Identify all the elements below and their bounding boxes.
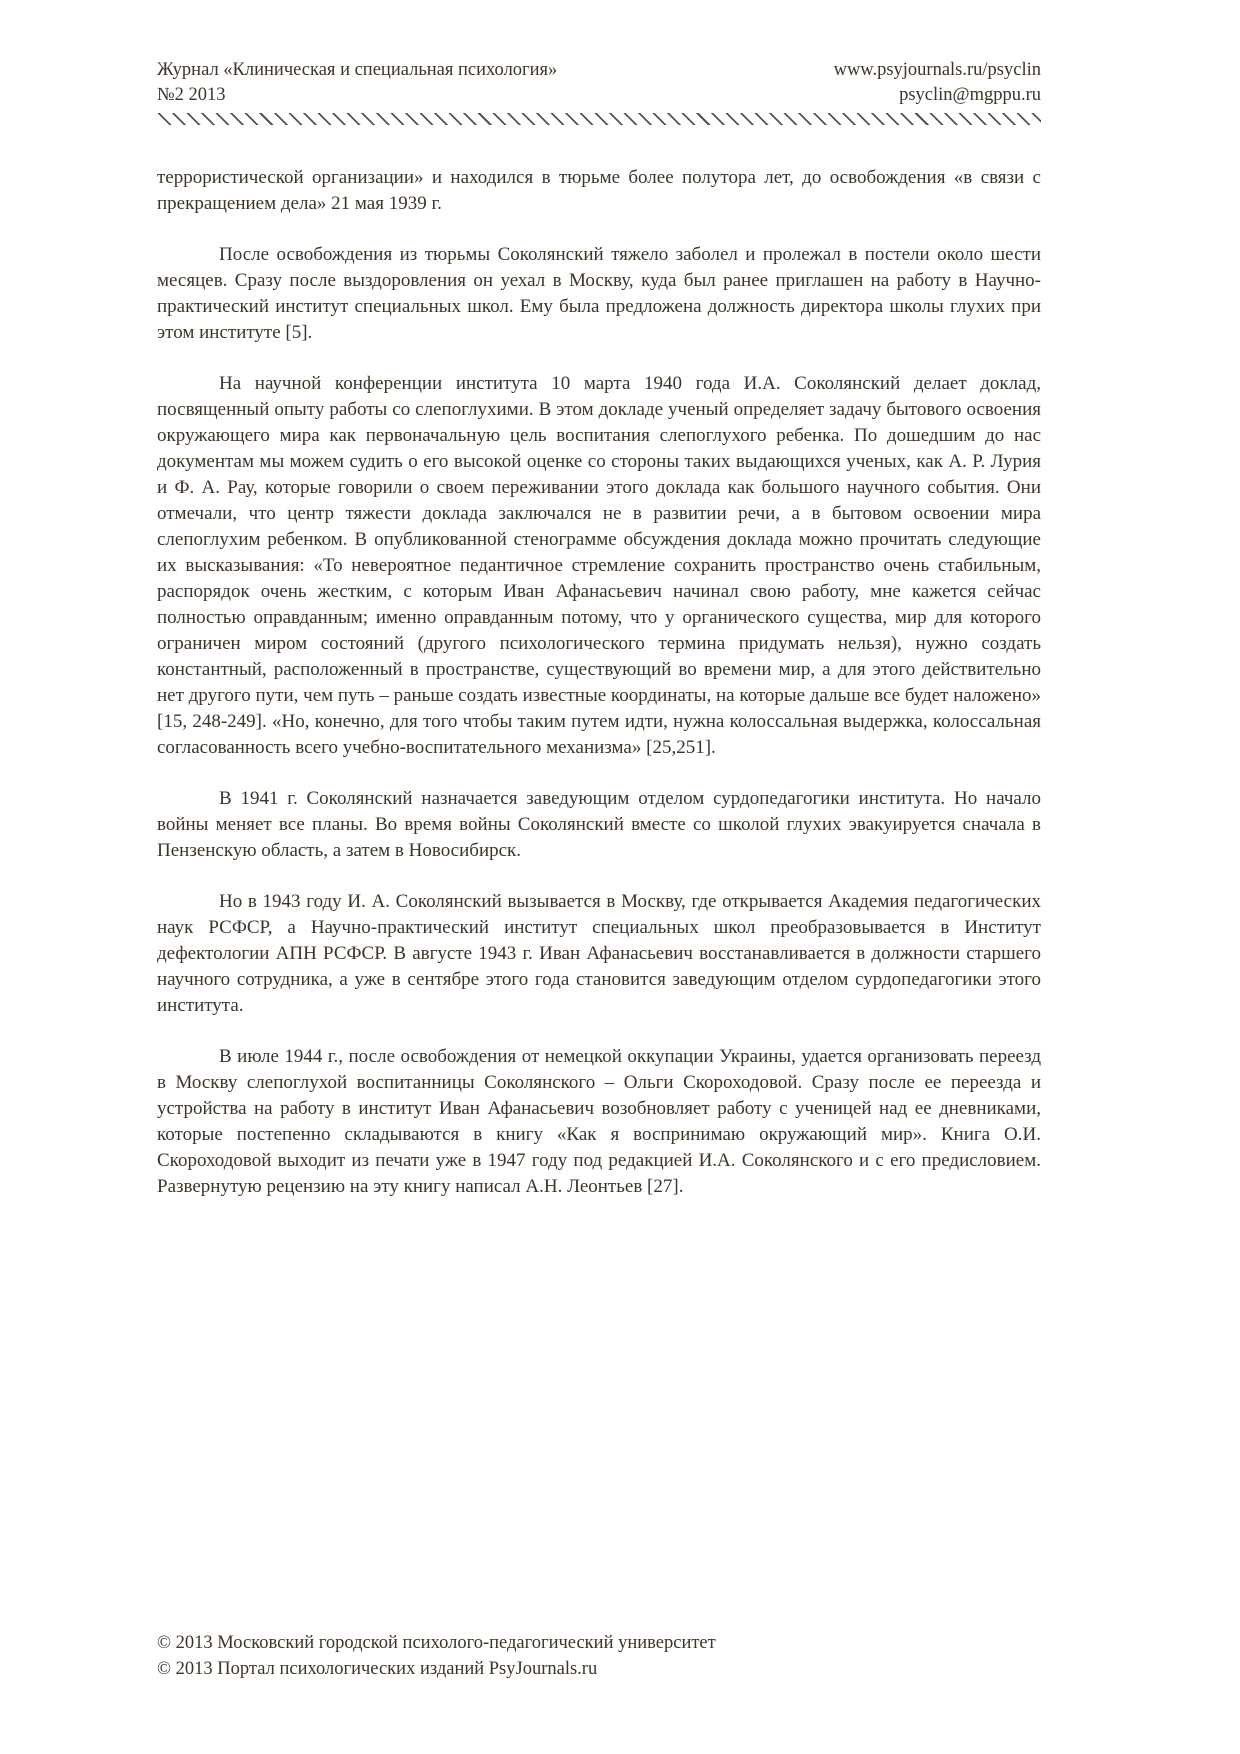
page-header (157, 58, 1041, 108)
paragraph: После освобождения из тюрьмы Соколянский тяжело заболел и пролежал в постели около шести месяцев. Сразу после выздоровления он уехал в Москву, куда был ранее приглашен на работу в Научно-практический институт специальных школ. Ему была предложена должность директора школы глухих при этом институте [5]. (157, 244, 1041, 343)
paragraph: Но в 1943 году И. А. Соколянский вызывается в Москву, где открывается Академия педагогических наук РСФСР, а Научно-практический институт специальных школ преобразовывается в Институт дефектологии АПН РСФСР. В августе 1943 г. Иван Афанасьевич восстанавливается в должности старшего научного сотрудника, а уже в сентябре этого года становится заведующим отделом сурдопедагогики этого института. (157, 891, 1041, 1016)
journal-issue: №2 2013 (157, 85, 226, 105)
copyright-line: © 2013 Портал психологических изданий PsyJournals.ru (157, 1659, 598, 1679)
paragraph: На научной конференции института 10 марта 1940 года И.А. Соколянский делает доклад, посвященный опыту работы со слепоглухими. В этом докладе ученый определяет задачу бытового освоения окружающего мира как первоначальную цель воспитания слепоглухого ребенка. По дошедшим до нас документам мы можем судить о его высокой оценке со стороны таких выдающихся ученых, как А. Р. Лурия и Ф. А. Рау, которые говорили о своем переживании этого доклада как большого научного события. Они отмечали, что центр тяжести доклада заключался не в развитии речи, а в бытовом освоении мира слепоглухим ребенком. В опубликованной стенограмме обсуждения доклада можно прочитать следующие их высказывания: «То невероятное педантичное стремление сохранить пространство очень стабильным, распорядок очень жестким, с которым Иван Афанасьевич начинал свою работу, мне кажется сейчас полностью оправданным; именно оправданным потому, что у органического существа, мир для которого ограничен миром состояний (другого психологического термина придумать нельзя), нужно создать константный, расположенный в пространстве, существующий во времени мир, а для этого действительно нет другого пути, чем путь – раньше создать известные координаты, на которые дальше все будет наложено» [15, 248-249]. «Но, конечно, для того чтобы таким путем идти, нужна колоссальная выдержка, колоссальная согласованность всего учебно-воспитательного механизма» [25,251]. (157, 373, 1041, 758)
page-footer (157, 1630, 1041, 1682)
page-content (157, 58, 1041, 1225)
journal-url: www.psyjournals.ru/psyclin (833, 60, 1041, 80)
paragraph: В июле 1944 г., после освобождения от немецкой оккупации Украины, удается организовать переезд в Москву слепоглухой воспитанницы Соколянского – Ольги Скороходовой. Сразу после ее переезда и устройства на работу в институт Иван Афанасьевич возобновляет работу с ученицей над ее дневниками, которые постепенно складываются в книгу «Как я воспринимаю окружающий мир». Книга О.И. Скороходовой выходит из печати уже в 1947 году под редакцией И.А. Соколянского и с его предисловием. Развернутую рецензию на эту книгу написал А.Н. Леонтьев [27]. (157, 1046, 1041, 1197)
journal-contacts (834, 58, 1041, 108)
article-body (157, 165, 1041, 1200)
copyright-line: © 2013 Московский городской психолого-педагогический университет (157, 1633, 716, 1653)
journal-email: psyclin@mgppu.ru (899, 85, 1041, 105)
paragraph: В 1941 г. Соколянский назначается заведующим отделом сурдопедагогики института. Но начало войны меняет все планы. Во время войны Соколянский вместе со школой глухих эвакуируется сначала в Пензенскую область, а затем в Новосибирск. (157, 788, 1041, 861)
journal-info (157, 58, 557, 108)
journal-title: Журнал «Клиническая и специальная психология» (157, 60, 558, 80)
decorative-divider (157, 113, 1041, 125)
paragraph: террористической организации» и находился в тюрьме более полутора лет, до освобождения «в связи с прекращением дела» 21 мая 1939 г. (157, 167, 1041, 214)
